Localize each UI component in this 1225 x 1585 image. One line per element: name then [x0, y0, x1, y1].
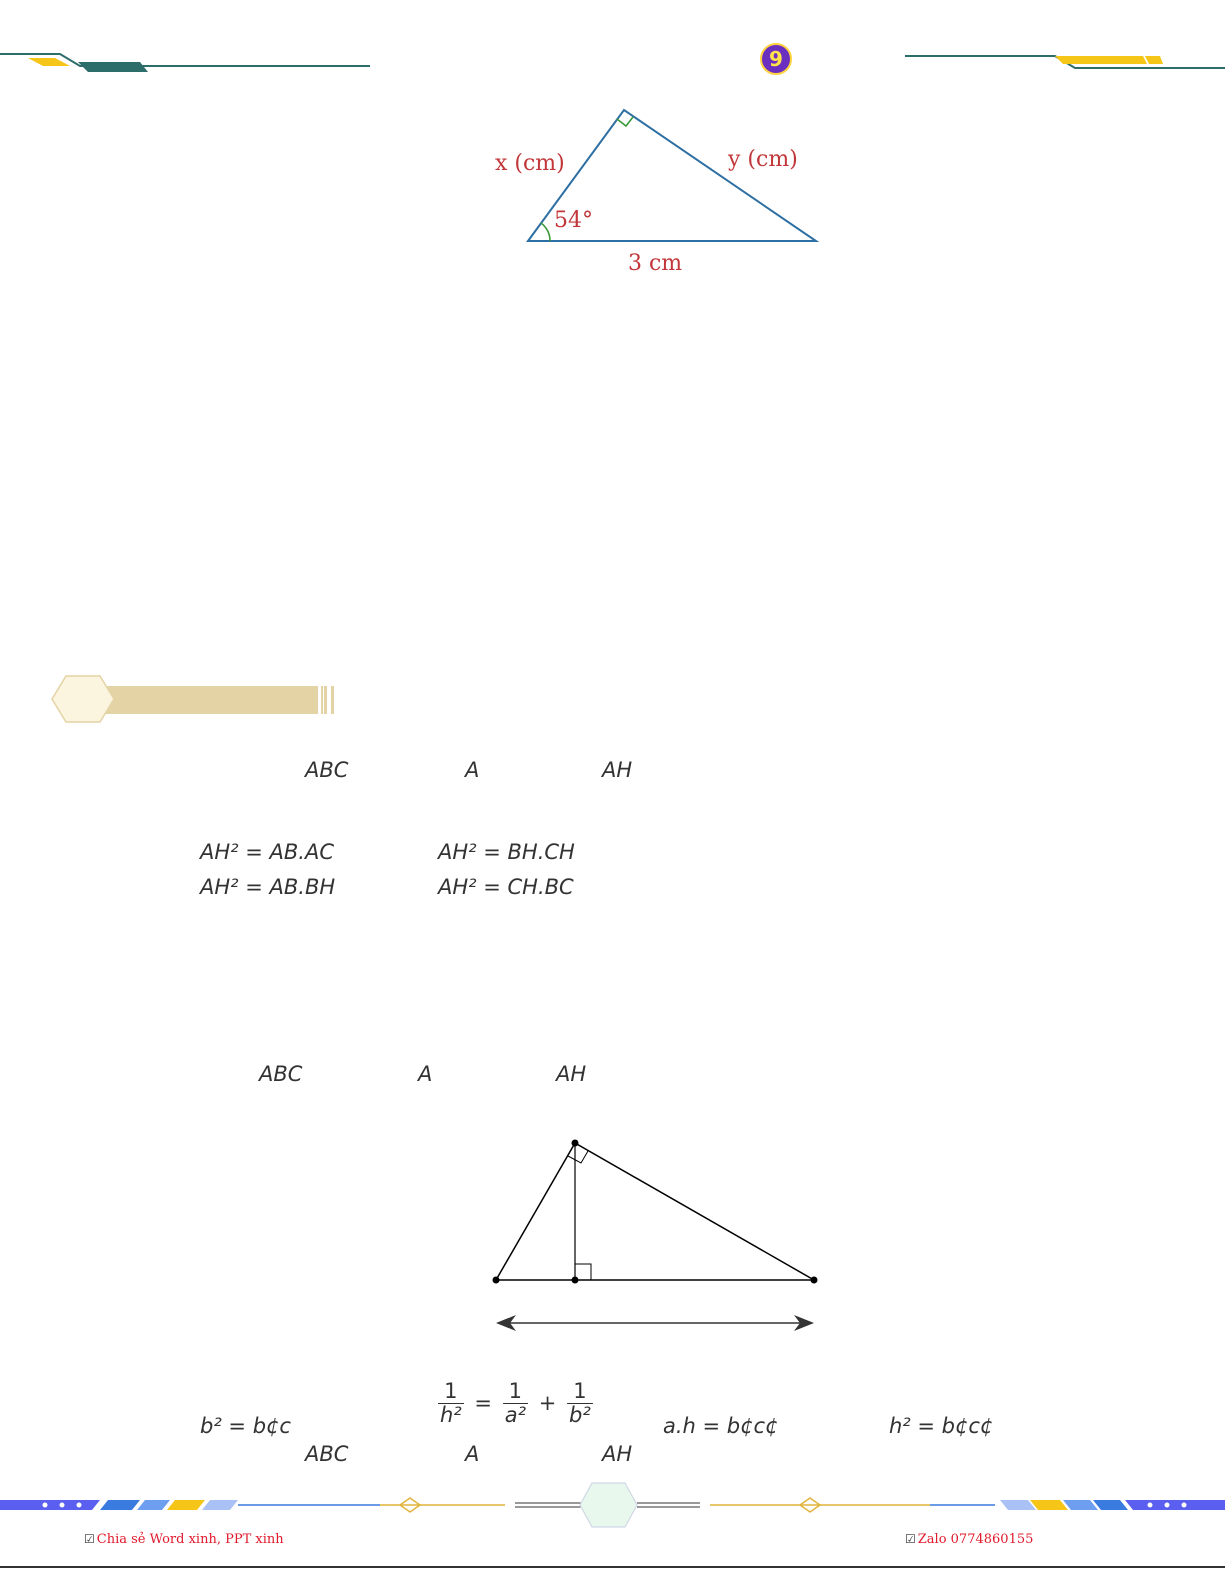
triangle-figure-top	[490, 100, 830, 285]
formula-1: b² = b¢c	[200, 1414, 291, 1438]
f2-num3: 1	[567, 1380, 593, 1404]
f2-den2: a²	[504, 1403, 527, 1428]
label-x: x (cm)	[495, 151, 565, 176]
footer-left-text	[84, 1532, 284, 1547]
right-triangle-figure	[480, 1130, 830, 1340]
header-decoration-left	[0, 40, 380, 80]
vertex-name-3: A	[465, 1442, 480, 1466]
vertex-name-2: A	[418, 1062, 433, 1086]
section-banner	[48, 672, 338, 727]
option-d: AH² = CH.BC	[438, 875, 574, 899]
footer-right-label: Zalo 0774860155	[917, 1532, 1034, 1547]
option-a: AH² = AB.AC	[200, 840, 334, 864]
triangle-name-2: ABC	[259, 1062, 303, 1086]
label-angle: 54°	[554, 208, 593, 233]
f2-num2: 1	[503, 1380, 528, 1404]
altitude-name-2: AH	[556, 1062, 587, 1086]
triangle-name-1: ABC	[305, 758, 349, 782]
header-decoration-right	[905, 40, 1225, 80]
label-y: y (cm)	[728, 147, 798, 172]
option-c: AH² = AB.BH	[200, 875, 336, 899]
page-number-badge: 9	[760, 43, 792, 75]
page-bottom-rule	[0, 1566, 1225, 1568]
f2-den1: h²	[440, 1403, 462, 1428]
formula-2: $\frac{1}{\text{h²}}$ = $\frac{1}{\text{a²}}$ + $\frac{1}{\text{b²}}$	[440, 1379, 591, 1428]
triangle-name-3: ABC	[305, 1442, 349, 1466]
vertex-name-1: A	[465, 758, 480, 782]
check-icon: ☑	[905, 1532, 916, 1546]
check-icon: ☑	[84, 1532, 95, 1546]
formula-4: h² = b¢c¢	[889, 1414, 994, 1438]
footer-left-label: Chia sẻ Word xinh, PPT xinh	[96, 1532, 284, 1547]
option-b: AH² = BH.CH	[438, 840, 575, 864]
f2-num1: 1	[438, 1380, 464, 1404]
footer-right-text	[905, 1532, 1033, 1547]
altitude-name-1: AH	[602, 758, 633, 782]
f2-den3: b²	[569, 1403, 591, 1428]
footer-decoration	[0, 1478, 1225, 1538]
formula-3: a.h = b¢c¢	[663, 1414, 779, 1438]
label-base: 3 cm	[628, 251, 683, 276]
altitude-name-3: AH	[602, 1442, 633, 1466]
